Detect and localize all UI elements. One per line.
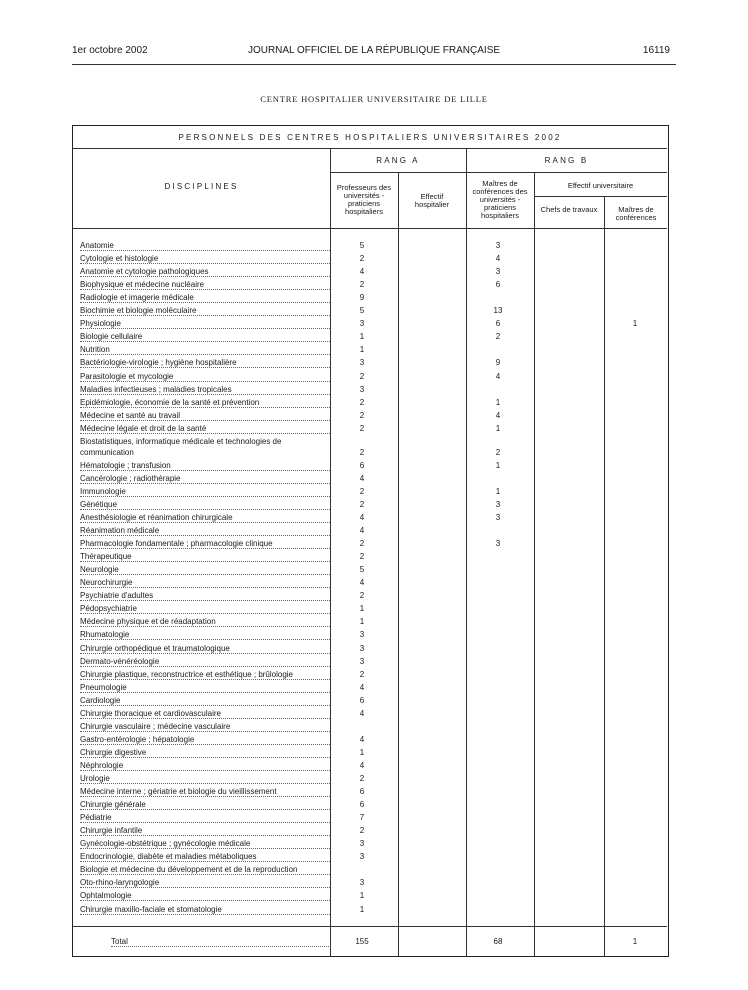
discipline-cell [80,358,330,370]
table-row [73,267,670,280]
discipline-cell [80,722,330,734]
discipline-cell [80,293,330,305]
cell-mc: 1 [632,319,638,329]
cell-mcu-ph: 1 [495,423,501,433]
table-row [73,513,670,526]
discipline-label: Chirurgie maxillo-faciale et stomatologie [80,904,222,914]
table-row [73,696,670,709]
total-pu-ph: 155 [355,937,369,946]
table-row [73,813,670,826]
cell-mcu-ph: 3 [495,499,501,509]
discipline-cell [80,852,330,864]
table-row [73,293,670,306]
cell-pu-ph: 3 [359,878,365,888]
discipline-cell [80,487,330,499]
table-row [73,424,670,437]
cell-pu-ph: 1 [359,891,365,901]
discipline-label: Maladies infectieuses ; maladies tropicales [80,384,232,394]
discipline-label: Pédopsychiatrie [80,604,137,614]
table-row [73,630,670,643]
discipline-label: Psychiatrie d'adultes [80,591,154,601]
discipline-cell [80,591,330,603]
cell-pu-ph: 2 [359,552,365,562]
cell-mcu-ph: 6 [495,280,501,290]
cell-pu-ph: 1 [359,904,365,914]
cell-pu-ph: 3 [359,358,365,368]
discipline-label: Neurologie [80,565,119,575]
cell-pu-ph: 3 [359,839,365,849]
cell-mcu-ph: 4 [495,410,501,420]
discipline-label: Biophysique et médecine nucléaire [80,280,205,290]
cell-pu-ph: 5 [359,565,365,575]
discipline-cell [80,657,330,669]
cell-pu-ph: 2 [359,371,365,381]
cell-mcu-ph: 6 [495,319,501,329]
cell-mcu-ph: 1 [495,397,501,407]
discipline-label: Biologie cellulaire [80,332,143,342]
table-row [73,398,670,411]
discipline-cell [80,644,330,656]
cell-mcu-ph: 3 [495,241,501,250]
discipline-cell [80,241,330,253]
discipline-cell [80,345,330,357]
cell-pu-ph: 2 [359,447,365,457]
header-date: 1er octobre 2002 [72,45,148,56]
discipline-label: Réanimation médicale [80,526,160,536]
cell-pu-ph: 3 [359,643,365,653]
cell-pu-ph: 3 [359,384,365,394]
cell-pu-ph: 2 [359,486,365,496]
cell-pu-ph: 9 [359,293,365,303]
table-row [73,604,670,617]
cell-mcu-ph: 2 [495,332,501,342]
table-row [73,761,670,774]
discipline-cell [80,385,330,397]
discipline-cell [80,500,330,512]
discipline-label: Chirurgie thoracique et cardiovasculaire [80,708,221,718]
table-row [73,709,670,722]
cell-pu-ph: 6 [359,800,365,810]
cell-pu-ph: 6 [359,695,365,705]
discipline-label: Anesthésiologie et réanimation chirurgicale [80,513,233,522]
maitres-conferences-header: Maîtres de conférences [615,205,657,222]
table-row [73,657,670,670]
table-row [73,552,670,565]
discipline-cell [80,905,330,917]
discipline-cell [80,865,330,877]
total-label-cell [111,937,329,949]
cell-pu-ph: 4 [359,734,365,744]
cell-pu-ph: 1 [359,345,365,355]
cell-pu-ph: 4 [359,267,365,277]
discipline-cell [80,748,330,760]
cell-mcu-ph: 9 [495,358,501,368]
table-row [73,735,670,748]
discipline-rows [73,126,668,956]
discipline-label: Hématologie ; transfusion [80,460,171,470]
rang-a-header: RANG A [376,156,420,165]
discipline-label: Radiologie et imagerie médicale [80,293,194,303]
table-row [73,526,670,539]
chefs-travaux-header: Chefs de travaux [540,205,598,214]
discipline-label: Immunologie [80,486,126,496]
table-row [73,241,670,254]
table-row [73,345,670,358]
discipline-cell [80,800,330,812]
discipline-label: Anatomie et cytologie pathologiques [80,267,209,277]
discipline-label: Dermato-vénéréologie [80,656,160,666]
cell-pu-ph: 2 [359,410,365,420]
discipline-label: Chirurgie plastique, reconstructrice et esthétique ; brûlologie [80,669,294,679]
discipline-label: Neurochirurgie [80,578,133,588]
table-caption: PERSONNELS DES CENTRES HOSPITALIERS UNIVERSITAIRES 2002 [178,133,562,142]
cell-pu-ph: 4 [359,513,365,522]
discipline-cell [80,891,330,903]
table-row [73,852,670,865]
discipline-label: Nutrition [80,345,110,355]
cell-pu-ph: 5 [359,306,365,316]
effectif-universitaire-header: Effectif universitaire [567,181,634,190]
table-row [73,826,670,839]
discipline-cell [80,826,330,838]
cell-pu-ph: 2 [359,280,365,290]
table-row [73,437,670,461]
discipline-cell [80,398,330,410]
effectif-hospitalier-header: Effectif hospitalier [414,192,450,209]
cell-pu-ph: 2 [359,591,365,601]
discipline-label: Parasitologie et mycologie [80,371,174,381]
cell-pu-ph: 4 [359,708,365,718]
cell-pu-ph: 1 [359,604,365,614]
table-row [73,800,670,813]
table-row [73,306,670,319]
discipline-label: Physiologie [80,319,121,329]
discipline-label: Cancérologie ; radiothérapie [80,473,181,483]
cell-pu-ph: 3 [359,319,365,329]
discipline-label: Chirurgie orthopédique et traumatologique [80,643,230,653]
discipline-cell [80,878,330,890]
cell-mcu-ph: 1 [495,460,501,470]
cell-pu-ph: 3 [359,656,365,666]
table-row [73,254,670,267]
table-row [73,591,670,604]
maitres-ph-header: Maîtres de conférences des universités - praticiens hospitaliers [472,179,528,220]
discipline-cell [80,813,330,825]
discipline-cell [80,604,330,616]
discipline-cell [80,761,330,773]
table-row [73,617,670,630]
total-mcu-ph: 68 [493,937,503,946]
discipline-label: Gastro-entérologie ; hépatologie [80,734,195,744]
discipline-cell [80,461,330,473]
discipline-cell [80,267,330,279]
cell-pu-ph: 2 [359,499,365,509]
discipline-label: Oto-rhino-laryngologie [80,878,160,888]
cell-pu-ph: 2 [359,669,365,679]
cell-pu-ph: 2 [359,826,365,836]
cell-pu-ph: 4 [359,578,365,588]
discipline-cell [80,774,330,786]
cell-pu-ph: 4 [359,526,365,536]
discipline-label: Rhumatologie [80,630,130,640]
discipline-cell [80,526,330,538]
discipline-label: Biologie et médecine du développement et de la reproduction [80,865,298,875]
disciplines-header: DISCIPLINES [164,182,239,191]
discipline-label: Chirurgie infantile [80,826,143,836]
discipline-cell [80,787,330,799]
discipline-cell [80,709,330,721]
cell-pu-ph: 2 [359,397,365,407]
discipline-label: Bactériologie-virologie ; hygiène hospitalière [80,358,237,368]
table-row [73,644,670,657]
discipline-cell [80,332,330,344]
document-subtitle: CENTRE HOSPITALIER UNIVERSITAIRE DE LILLE [260,94,488,104]
discipline-label: Thérapeutique [80,552,132,562]
discipline-cell [80,474,330,486]
table-row [73,372,670,385]
table-row [73,385,670,398]
discipline-label: Biochimie et biologie moléculaire [80,306,197,316]
professeurs-header: Professeurs des universités - praticiens hospitaliers [336,183,392,216]
discipline-label: Urologie [80,774,110,783]
personnel-table [72,125,669,957]
cell-pu-ph: 4 [359,760,365,770]
discipline-cell [80,578,330,590]
table-row [73,683,670,696]
page-number: 16119 [642,45,670,56]
table-row [73,461,670,474]
discipline-label: Médecine physique et de réadaptation [80,617,216,627]
discipline-cell [80,254,330,266]
total-row [73,937,670,950]
cell-pu-ph: 2 [359,774,365,783]
discipline-label: Epidémiologie, économie de la santé et prévention [80,397,260,407]
table-row [73,539,670,552]
table-row [73,358,670,371]
discipline-cell [80,735,330,747]
discipline-cell [80,696,330,708]
discipline-cell [80,372,330,384]
cell-pu-ph: 2 [359,423,365,433]
discipline-label: Gynécologie-obstétrique ; gynécologie médicale [80,839,251,849]
discipline-cell [80,424,330,436]
discipline-label: Médecine interne ; gériatrie et biologie du vieillissement [80,787,277,797]
total-label: Total [111,937,128,946]
table-row [73,280,670,293]
discipline-cell [80,411,330,423]
cell-pu-ph: 7 [359,813,365,823]
discipline-cell [80,319,330,331]
discipline-label: Chirurgie vasculaire ; médecine vasculaire [80,721,231,731]
discipline-cell [80,280,330,292]
discipline-cell [80,683,330,695]
discipline-label: Néphrologie [80,760,124,770]
discipline-cell [80,670,330,682]
table-row [73,878,670,891]
rang-b-header: RANG B [544,156,589,165]
table-row [73,891,670,904]
discipline-cell [80,565,330,577]
cell-mcu-ph: 2 [495,447,501,457]
table-row [73,487,670,500]
total-maitres-conferences: 1 [632,937,638,946]
discipline-label: Endocrinologie, diabète et maladies métaboliques [80,852,257,862]
table-row [73,722,670,735]
table-row [73,748,670,761]
discipline-label: Anatomie [80,241,114,250]
discipline-cell [80,539,330,551]
discipline-label: Pharmacologie fondamentale ; pharmacologie clinique [80,539,273,549]
table-row [73,839,670,852]
cell-mcu-ph: 13 [493,306,503,316]
table-row [73,578,670,591]
discipline-label: Pédiatrie [80,813,112,823]
cell-pu-ph: 2 [359,254,365,264]
table-row [73,565,670,578]
table-row [73,905,670,918]
cell-pu-ph: 1 [359,617,365,627]
discipline-label: Biostatistiques, informatique médicale et technologies de communication [80,436,282,457]
cell-pu-ph: 6 [359,460,365,470]
cell-pu-ph: 5 [359,241,365,250]
table-row [73,474,670,487]
cell-pu-ph: 3 [359,852,365,862]
discipline-label: Ophtalmologie [80,891,132,901]
discipline-cell [80,630,330,642]
cell-pu-ph: 3 [359,630,365,640]
discipline-label: Chirurgie digestive [80,747,147,757]
cell-mcu-ph: 3 [495,267,501,277]
cell-mcu-ph: 4 [495,254,501,264]
discipline-label: Chirurgie générale [80,800,146,810]
table-row [73,332,670,345]
discipline-label: Génétique [80,499,117,509]
discipline-label: Pneumologie [80,682,127,692]
cell-pu-ph: 6 [359,787,365,797]
cell-mcu-ph: 1 [495,486,501,496]
discipline-cell [80,513,330,525]
table-row [73,865,670,878]
cell-pu-ph: 4 [359,473,365,483]
cell-pu-ph: 1 [359,332,365,342]
discipline-label: Médecine légale et droit de la santé [80,423,207,433]
journal-title: JOURNAL OFFICIEL DE LA RÉPUBLIQUE FRANÇAISE [247,45,501,56]
discipline-label: Cardiologie [80,695,121,705]
discipline-cell [80,617,330,629]
cell-pu-ph: 1 [359,747,365,757]
discipline-cell [80,306,330,318]
table-row [73,774,670,787]
table-row [73,787,670,800]
table-row [73,670,670,683]
table-row [73,500,670,513]
table-row [73,319,670,332]
cell-mcu-ph: 3 [495,513,501,522]
cell-pu-ph: 4 [359,682,365,692]
header-rule [72,64,676,65]
table-row [73,411,670,424]
cell-pu-ph: 2 [359,539,365,549]
discipline-cell [80,839,330,851]
discipline-cell [80,552,330,564]
cell-mcu-ph: 3 [495,539,501,549]
discipline-label: Médecine et santé au travail [80,410,181,420]
discipline-label: Cytologie et histologie [80,254,159,264]
cell-mcu-ph: 4 [495,371,501,381]
